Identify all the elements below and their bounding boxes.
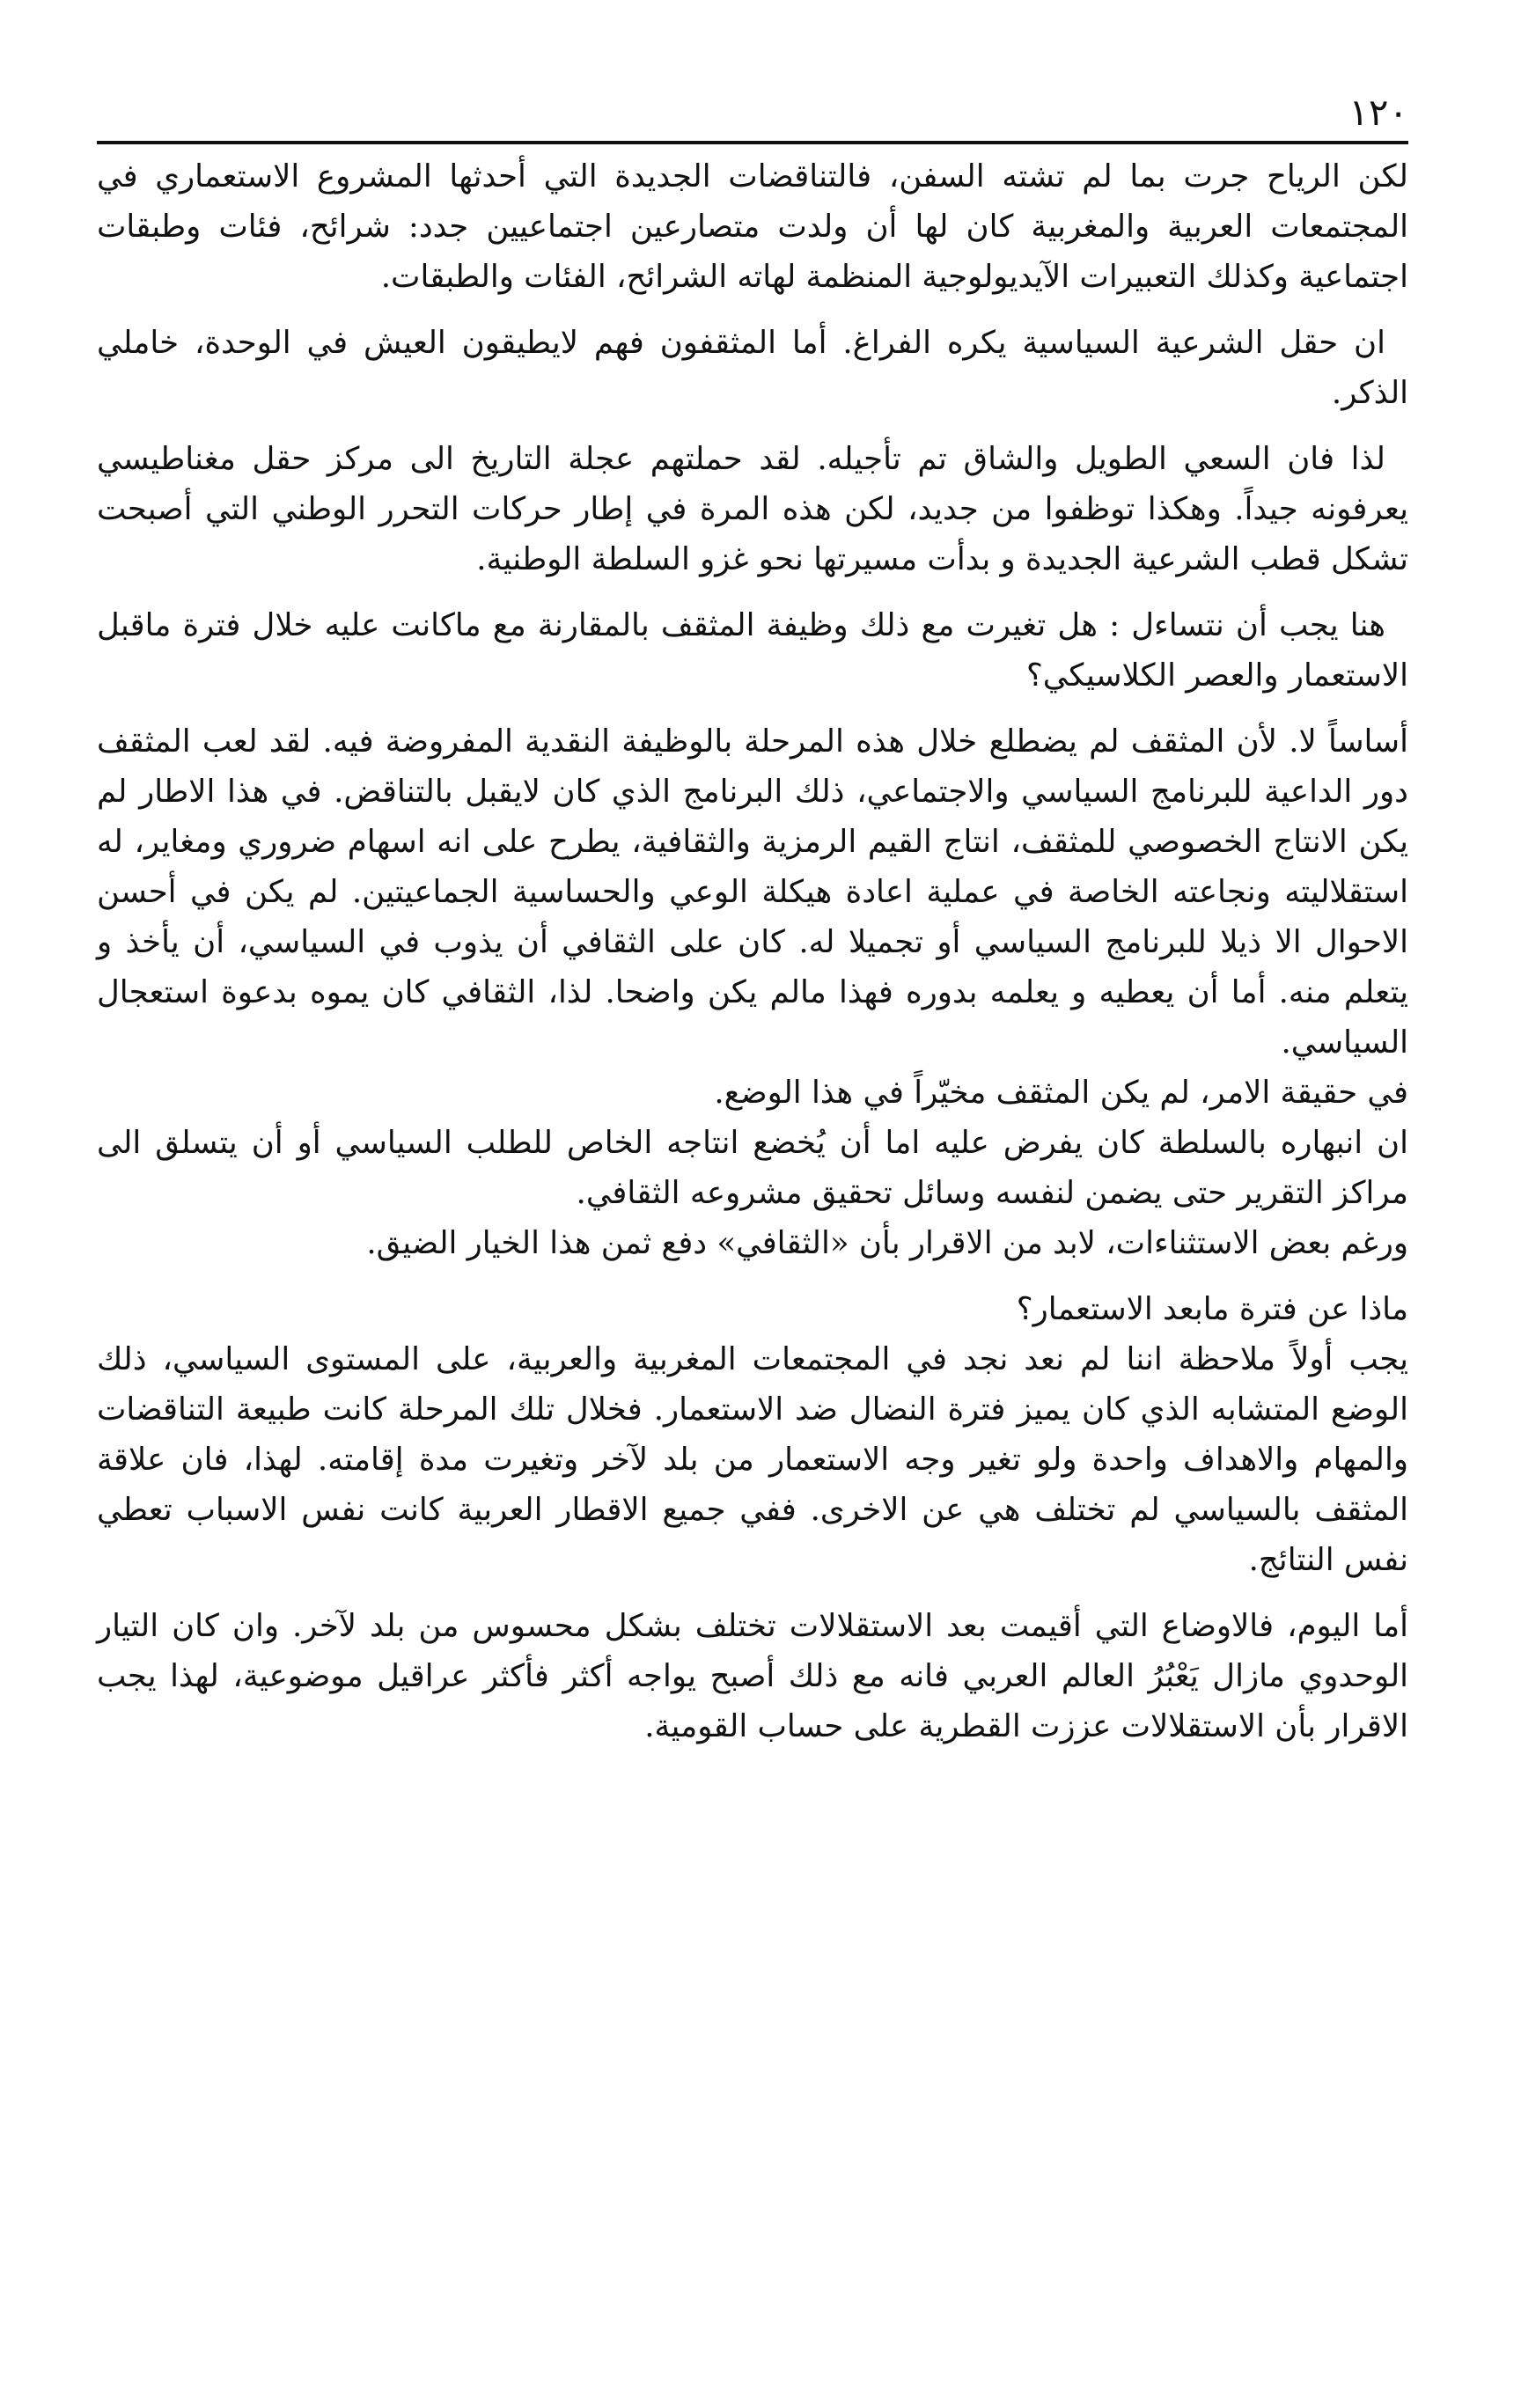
paragraph-1: لكن الرياح جرت بما لم تشته السفن، فالتناقضات الجديدة التي أحدثها المشروع الاستعماري في المجتمعات العربية والمغربية كان لها أن ولدت متصارعين اجتماعيين جدد: شرائح، فئات وطبقات اجتماعية وكذلك التعبيرات الآيديولوجية المنظمة لهاته الشرائح، الفئات والطبقات. [97,158,1408,295]
book-page [97,88,1408,2341]
page-header [97,88,1408,148]
paragraph-9: يجب أولاً ملاحظة اننا لم نعد نجد في المجتمعات المغربية والعربية، على المستوى السياسي، ذلك الوضع المتشابه الذي كان يميز فترة النضال ضد الاستعمار. فخلال تلك المرحلة كانت طبيعة التناقضات والمهام والاهداف واحدة ولو تغير وجه الاستعمار من بلد لآخر وتغيرت مدة إقامته. لهذا، فان علاقة المثقف بالسياسي لم تختلف هي عن الاخرى. ففي جميع الاقطار العربية كانت نفس الاسباب تعطي نفس النتائج. [97,1341,1408,1578]
paragraph-10: أما اليوم، فالاوضاع التي أقيمت بعد الاستقلالات تختلف بشكل محسوس من بلد لآخر. وان كان التيار الوحدوي مازال يَعْبُرُ العالم العربي فانه مع ذلك أصبح يواجه أكثر فأكثر عراقيل موضوعية، لهذا يجب الاقرار بأن الاستقلالات عززت القطرية على حساب القومية. [97,1608,1408,1744]
paragraph-8: ورغم بعض الاستثناءات، لابد من الاقرار بأن «الثقافي» دفع ثمن هذا الخيار الضيق. [366,1225,1408,1261]
paragraph-2: ان حقل الشرعية السياسية يكره الفراغ. أما المثقفون فهم لايطيقون العيش في الوحدة، خاملي الذكر. [97,325,1408,411]
header-rule [97,141,1408,144]
paragraph-4: هنا يجب أن نتساءل : هل تغيرت مع ذلك وظيفة المثقف بالمقارنة مع ماكانت عليه خلال فترة ماقبل الاستعمار والعصر الكلاسيكي؟ [97,607,1408,694]
page-body [97,151,1408,1751]
section-question: ماذا عن فترة مابعد الاستعمار؟ [1016,1291,1408,1327]
page-number: ١٢٠ [1348,91,1408,134]
paragraph-6: في حقيقة الامر، لم يكن المثقف مخيّراً في هذا الوضع. [714,1075,1408,1111]
paragraph-5: أساساً لا. لأن المثقف لم يضطلع خلال هذه المرحلة بالوظيفة النقدية المفروضة فيه. لقد لعب المثقف دور الداعية للبرنامج السياسي والاجتماعي، ذلك البرنامج الذي كان لايقبل بالتناقض. في هذا الاطار لم يكن الانتاج الخصوصي للمثقف، انتاج القيم الرمزية والثقافية، يطرح على انه اسهام ضروري ومغاير، له استقلاليته ونجاعته الخاصة في عملية اعادة هيكلة الوعي والحساسية الجماعيتين. لم يكن في أحسن الاحوال الا ذيلا للبرنامج السياسي أو تجميلا له. كان على الثقافي أن يذوب في السياسي، أن يأخذ و يتعلم منه. أما أن يعطيه و يعلمه بدوره فهذا مالم يكن واضحا. لذا، الثقافي كان يموه بدعوة استعجال السياسي. [97,723,1408,1061]
paragraph-7: ان انبهاره بالسلطة كان يفرض عليه اما أن يُخضع انتاجه الخاص للطلب السياسي أو أن يتسلق الى مراكز التقرير حتى يضمن لنفسه وسائل تحقيق مشروعه الثقافي. [97,1125,1408,1211]
paragraph-3: لذا فان السعي الطويل والشاق تم تأجيله. لقد حملتهم عجلة التاريخ الى مركز حقل مغناطيسي يعرفونه جيداً. وهكذا توظفوا من جديد، لكن هذه المرة في إطار حركات التحرر الوطني التي أصبحت تشكل قطب الشرعية الجديدة و بدأت مسيرتها نحو غزو السلطة الوطنية. [97,441,1408,577]
